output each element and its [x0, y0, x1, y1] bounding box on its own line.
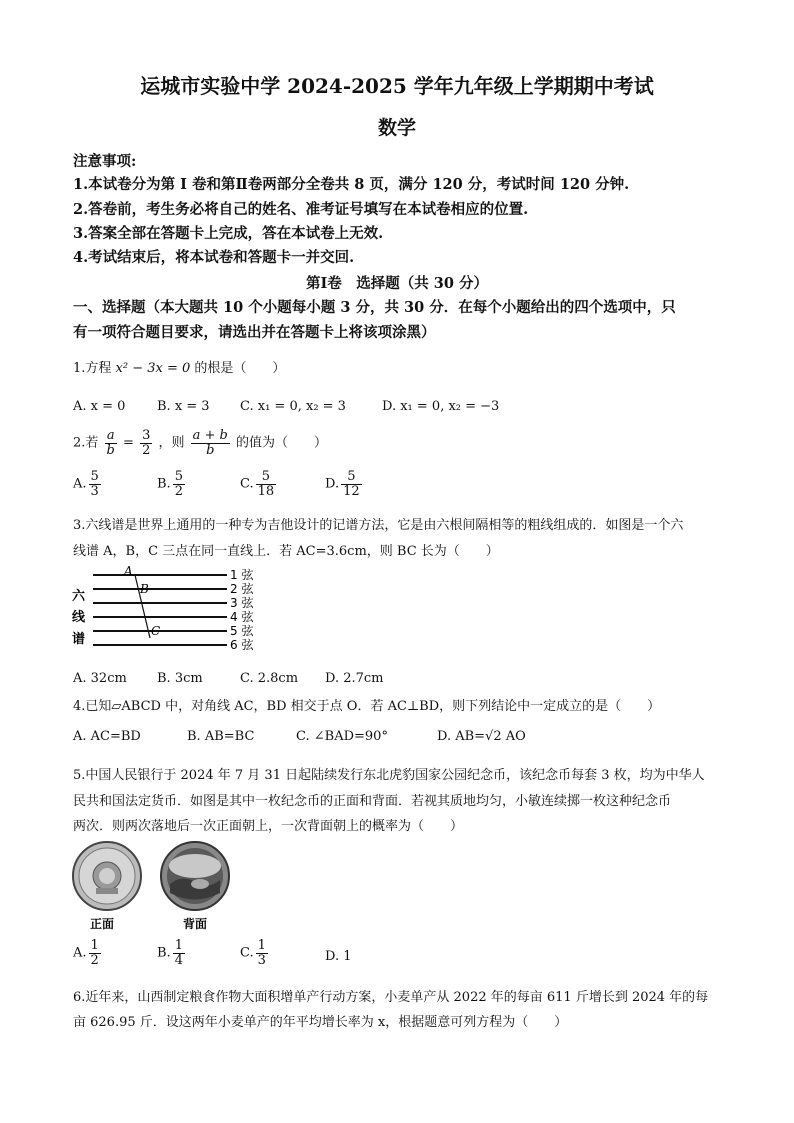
q1-equation: x² − 3x = 0 — [115, 361, 191, 376]
q5-option-d: D. 1 — [325, 949, 352, 964]
q1-option-a: A. x = 0 — [73, 399, 126, 414]
coin-figure — [70, 838, 250, 933]
question-2 — [73, 429, 327, 457]
question-4: 4.已知▱ABCD 中，对角线 AC，BD 相交于点 O．若 AC⊥BD，则下列结论中一定成立的是（ ） — [73, 699, 661, 714]
q1-prefix: 1.方程 — [73, 361, 116, 376]
q5-option-a: A. $\frac{1}{2}$ — [73, 938, 99, 968]
notice-item: 4.考试结束后，将本试卷和答题卡一并交回. — [73, 249, 355, 266]
point-c-label: C — [151, 624, 161, 638]
question-6-line1: 6.近年来，山西制定粮食作物大面积增单产行动方案，小麦单产从 2022 年的每亩 611 斤增长到 2024 年的每 — [73, 990, 709, 1005]
string-label: 4 弦 — [230, 610, 254, 624]
q1-option-c: C. x₁ = 0, x₂ = 3 — [240, 399, 346, 414]
q3-option-a: A. 32cm — [73, 671, 127, 686]
q2-option-c: C. $\frac{5}{18}$ — [240, 469, 275, 499]
string-label: 5 弦 — [230, 624, 254, 638]
q2-prefix: 2.若 — [73, 435, 99, 451]
q2-fraction-a-over-b: $\frac{a}{b}$ — [106, 428, 115, 458]
question-3-line2: 线谱 A，B，C 三点在同一直线上．若 AC=3.6cm，则 BC 长为（ ） — [73, 544, 499, 559]
q3-option-c: C. 2.8cm — [240, 671, 299, 686]
q1-option-b: B. x = 3 — [157, 399, 210, 414]
question-6-line2: 亩 626.95 斤．设这两年小麦单产的年平均增长率为 x，根据题意可列方程为（ ） — [73, 1015, 568, 1030]
notice-item: 2.答卷前，考生务必将自己的姓名、准考证号填写在本试卷相应的位置. — [73, 201, 529, 218]
notice-item: 3.答案全部在答题卡上完成，答在本试卷上无效. — [73, 225, 384, 242]
q3-option-d: D. 2.7cm — [325, 671, 384, 686]
part1-heading: 第Ⅰ卷 选择题（共 30 分） — [305, 275, 489, 292]
question-5-line1: 5.中国人民银行于 2024 年 7 月 31 日起陆续发行东北虎豹国家公园纪念币，该纪念币每套 3 枚，均为中华人 — [73, 768, 705, 783]
q2-equals: = — [123, 435, 134, 451]
coin-front-label: 正面 — [90, 917, 115, 931]
q2-option-d: D. $\frac{5}{12}$ — [325, 469, 360, 499]
six-line-staff-figure — [60, 563, 270, 663]
q1-option-d: D. x₁ = 0, x₂ = −3 — [382, 399, 500, 414]
staff-side-char: 线 — [72, 610, 86, 625]
q4-option-a: A. AC=BD — [73, 729, 141, 744]
question-5-line3: 两次．则两次落地后一次正面朝上，一次背面朝上的概率为（ ） — [73, 819, 464, 834]
q4-option-c: C. ∠BAD=90° — [296, 729, 388, 744]
q2-fraction-3-over-2: $\frac{3}{2}$ — [142, 428, 151, 458]
q2-option-a: A. $\frac{5}{3}$ — [73, 469, 99, 499]
string-label: 2 弦 — [230, 582, 254, 596]
string-label: 1 弦 — [230, 568, 254, 582]
coin-back-label: 背面 — [183, 917, 208, 931]
coin-front-image — [73, 842, 141, 910]
exam-title: 运城市实验中学 2024-2025 学年九年级上学期期中考试 — [140, 74, 654, 98]
q2-fraction-sum-over-b: $\frac{a + b}{b}$ — [192, 428, 228, 458]
question-5-line2: 民共和国法定货币．如图是其中一枚纪念币的正面和背面．若视其质地均匀，小敏连续掷一枚这种纪念币 — [73, 794, 672, 809]
staff-side-char: 谱 — [72, 632, 86, 647]
staff-side-char: 六 — [72, 589, 86, 604]
section-instructions-line1: 一、选择题（本大题共 10 个小题每小题 3 分，共 30 分．在每个小题给出的四个选项中，只 — [73, 299, 676, 316]
string-label: 6 弦 — [230, 638, 254, 652]
q2-option-b: B. $\frac{5}{2}$ — [157, 469, 183, 499]
q2-mid: ，则 — [158, 435, 185, 451]
coin-back-image — [161, 842, 229, 910]
q2-suffix: 的值为（ ） — [236, 435, 328, 451]
q3-option-b: B. 3cm — [157, 671, 203, 686]
section-instructions-line2: 有一项符合题目要求，请选出并在答题卡上将该项涂黑） — [73, 324, 436, 341]
point-b-label: B — [140, 582, 149, 596]
q4-option-b: B. AB=BC — [187, 729, 255, 744]
string-label: 3 弦 — [230, 596, 254, 610]
notice-item: 1.本试卷分为第 I 卷和第Ⅱ卷两部分全卷共 8 页，满分 120 分，考试时间 120 分钟. — [73, 176, 630, 193]
q5-option-b: B. $\frac{1}{4}$ — [157, 938, 183, 968]
question-1 — [73, 357, 285, 376]
point-a-label: A — [124, 564, 133, 578]
q4-option-d: D. AB=√2 AO — [437, 729, 526, 744]
notice-heading: 注意事项: — [73, 153, 137, 170]
subject-title: 数学 — [377, 117, 416, 139]
q1-suffix: 的根是（ ） — [190, 361, 286, 376]
question-3-line1: 3.六线谱是世界上通用的一种专为吉他设计的记谱方法，它是由六根间隔相等的粗线组成的．如图是一个六 — [73, 518, 684, 533]
q5-option-c: C. $\frac{1}{3}$ — [240, 938, 266, 968]
